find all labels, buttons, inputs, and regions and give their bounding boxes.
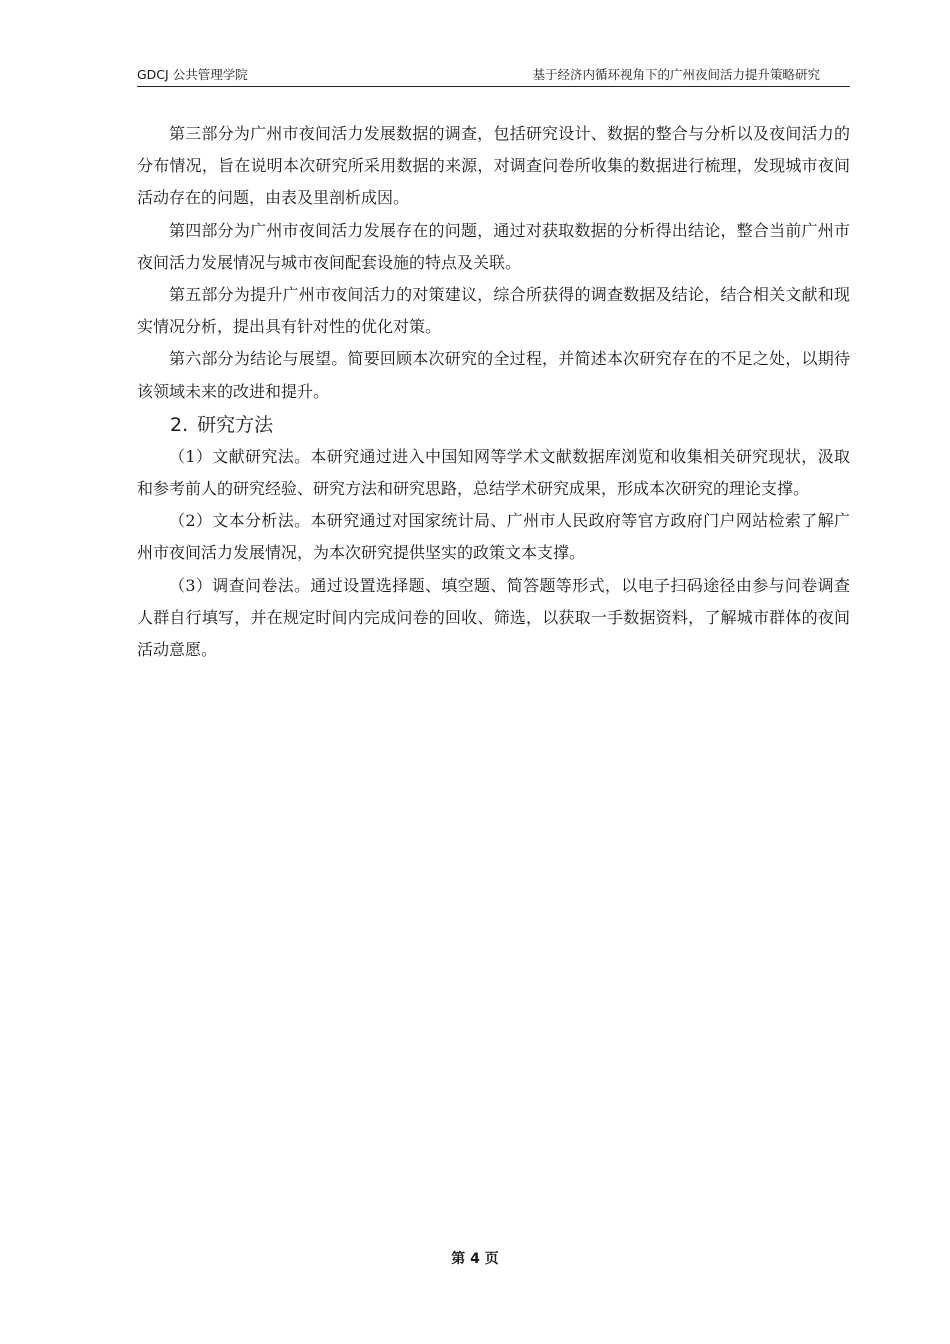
section-title: 研究方法: [197, 413, 274, 436]
page-header: [137, 66, 850, 87]
section-number: 2.: [170, 413, 189, 436]
paragraph-questionnaire-method: （3）调查问卷法。通过设置选择题、填空题、简答题等形式，以电子扫码途径由参与问卷调查人群自行填写，并在规定时间内完成问卷的回收、筛选，以获取一手数据资料，了解城市群体的夜间活动意愿。: [137, 575, 850, 660]
header-institution: GDCJ 公共管理学院: [137, 67, 248, 82]
page-body: [137, 118, 850, 666]
page-number: 第 4 页: [451, 1251, 499, 1267]
paragraph-part-six: 第六部分为结论与展望。简要回顾本次研究的全过程，并简述本次研究存在的不足之处，以期待该领域未来的改进和提升。: [137, 349, 850, 401]
paragraph-part-four: 第四部分为广州市夜间活力发展存在的问题，通过对获取数据的分析得出结论，整合当前广州市夜间活力发展情况与城市夜间配套设施的特点及关联。: [137, 220, 850, 272]
header-paper-title: 基于经济内循环视角下的广州夜间活力提升策略研究: [532, 67, 820, 82]
paragraph-text-analysis-method: （2）文本分析法。本研究通过对国家统计局、广州市人民政府等官方政府门户网站检索了解广州市夜间活力发展情况，为本次研究提供坚实的政策文本支撑。: [137, 511, 850, 563]
section-heading-research-methods: [137, 410, 850, 441]
paragraph-literature-method: （1）文献研究法。本研究通过进入中国知网等学术文献数据库浏览和收集相关研究现状，汲取和参考前人的研究经验、研究方法和研究思路，总结学术研究成果，形成本次研究的理论支撑。: [137, 446, 850, 499]
paragraph-part-five: 第五部分为提升广州市夜间活力的对策建议，综合所获得的调查数据及结论，结合相关文献和现实情况分析，提出具有针对性的优化对策。: [137, 285, 850, 337]
paragraph-part-three: 第三部分为广州市夜间活力发展数据的调查，包括研究设计、数据的整合与分析以及夜间活力的分布情况，旨在说明本次研究所采用数据的来源，对调查问卷所收集的数据进行梳理，发现城市夜间活动存在的问题，由表及里剖析成因。: [137, 124, 850, 208]
